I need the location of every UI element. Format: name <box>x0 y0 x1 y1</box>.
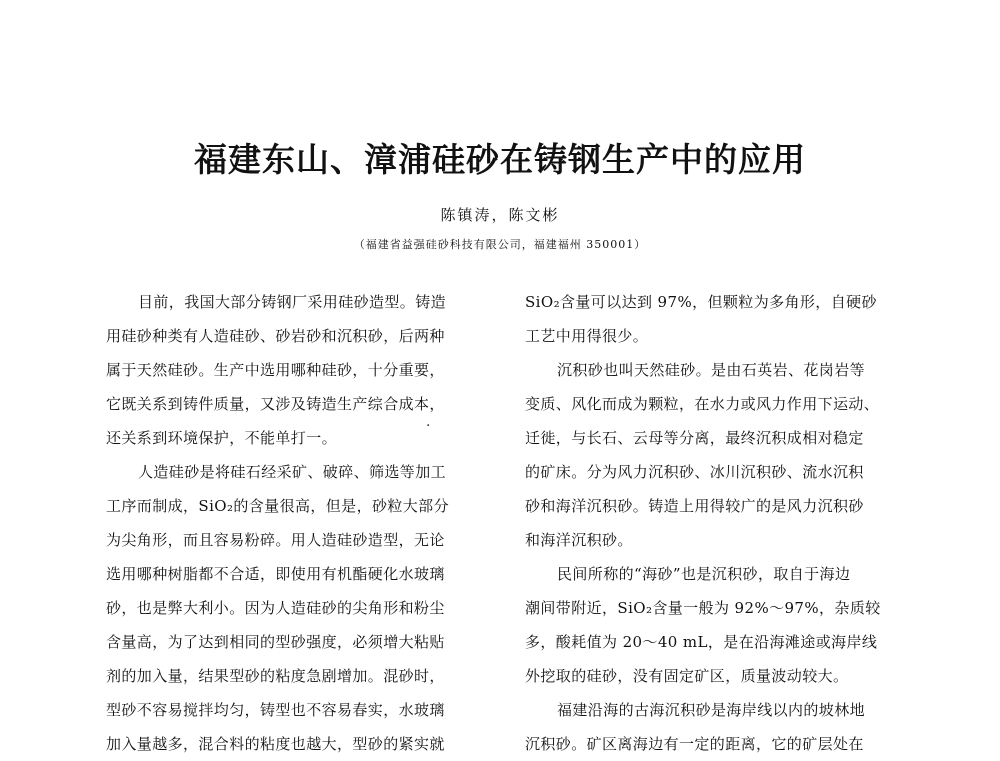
body-line: 沉积砂。矿区离海边有一定的距离，它的矿层处在 <box>525 735 864 753</box>
body-line: 属于天然硅砂。生产中选用哪种硅砂，十分重要， <box>106 361 445 379</box>
authors: 陈镇涛，陈文彬 <box>440 206 560 224</box>
body-line: 沉积砂也叫天然硅砂。是由石英岩、花岗岩等 <box>557 361 866 379</box>
body-line: 为尖角形，而且容易粉碎。用人造硅砂造型，无论 <box>106 531 445 549</box>
affiliation: （福建省益强硅砂科技有限公司，福建福州 350001） <box>353 238 647 251</box>
body-line: 加入量越多，混合料的粘度也越大，型砂的紧实就 <box>106 735 445 753</box>
body-line: 它既关系到铸件质量，又涉及铸造生产综合成本， <box>106 395 445 413</box>
body-line: 还关系到环境保护，不能单打一。 <box>106 429 338 447</box>
right-column <box>525 285 917 761</box>
body-line: 含量高，为了达到相同的型砂强度，必须增大粘贴 <box>106 633 445 651</box>
body-line: 用硅砂种类有人造硅砂、砂岩砂和沉积砂，后两种 <box>106 327 445 345</box>
body-line: 选用哪种树脂都不合适，即使用有机酯硬化水玻璃 <box>106 565 445 583</box>
body-line: 剂的加入量，结果型砂的粘度急剧增加。混砂时， <box>106 667 445 685</box>
body-line: 型砂不容易搅拌均匀，铸型也不容易春实，水玻璃 <box>106 701 445 719</box>
body-line: 福建沿海的古海沉积砂是海岸线以内的坡林地 <box>557 701 866 719</box>
body-line: 变质、风化而成为颗粒，在水力或风力作用下运动、 <box>525 395 880 413</box>
body-line: 外挖取的硅砂，没有固定矿区，质量波动较大。 <box>525 667 849 685</box>
body-line: 的矿床。分为风力沉积砂、冰川沉积砂、流水沉积 <box>525 463 864 481</box>
page-title: 福建东山、漳浦硅砂在铸钢生产中的应用 <box>194 140 806 179</box>
body-line: 和海洋沉积砂。 <box>525 531 633 549</box>
body-line: SiO₂含量可以达到 97%，但颗粒为多角形，自硬砂 <box>525 293 877 311</box>
body-line: 砂，也是弊大利小。因为人造硅砂的尖角形和粉尘 <box>106 599 445 617</box>
body-line: 工序而制成，SiO₂的含量很高，但是，砂粒大部分 <box>106 497 449 515</box>
body-line: 人造硅砂是将硅石经采矿、破碎、筛选等加工 <box>138 463 447 481</box>
body-line: 砂和海洋沉积砂。铸造上用得较广的是风力沉积砂 <box>525 497 864 515</box>
body-line: 民间所称的“海砂”也是沉积砂，取自于海边 <box>557 565 851 583</box>
body-line: 潮间带附近，SiO₂含量一般为 92%～97%，杂质较 <box>525 599 881 617</box>
body-line: 工艺中用得很少。 <box>525 327 649 345</box>
left-column <box>106 285 496 761</box>
stray-mark: · <box>426 418 431 434</box>
body-line: 迁徙，与长石、云母等分离，最终沉积成相对稳定 <box>525 429 864 447</box>
body-line: 多，酸耗值为 20～40 mL，是在沿海滩途或海岸线 <box>525 633 878 651</box>
body-line: 目前，我国大部分铸钢厂采用硅砂造型。铸造 <box>138 293 447 311</box>
